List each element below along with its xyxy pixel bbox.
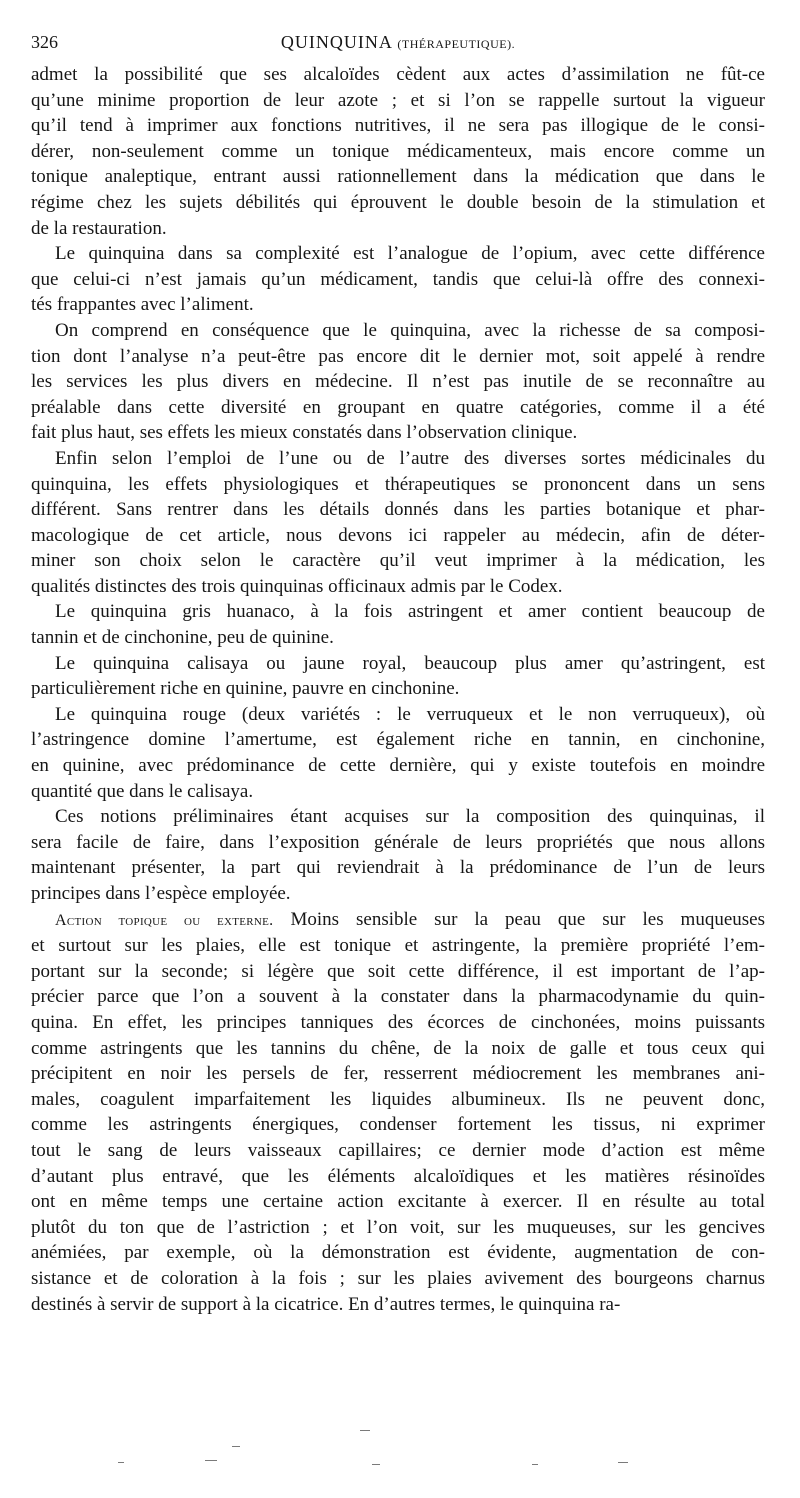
text-line: [31, 88, 765, 114]
text-line: [31, 574, 765, 600]
text-line: [31, 830, 765, 856]
line-text: différent. Sans rentrer dans les détails donnés dans les parties botanique et phar-: [31, 499, 765, 521]
book-page: [31, 30, 765, 1317]
line-text: Le quinquina rouge (deux variétés : le verruqueux et le non verruqueux), où: [55, 703, 765, 725]
text-line: [31, 318, 765, 344]
paragraph: [31, 702, 765, 804]
text-line: [31, 984, 765, 1010]
text-line: [31, 190, 765, 216]
section-lead-in: Action topique ou externe.: [55, 911, 274, 929]
text-line: [31, 472, 765, 498]
line-text: Moins sensible sur la peau que sur les muqueuses: [290, 908, 765, 930]
scan-speck: [232, 1446, 240, 1447]
text-line: [31, 1292, 765, 1318]
text-line: [31, 523, 765, 549]
text-line: [31, 1036, 765, 1062]
line-text: particulièrement riche en quinine, pauvre en cinchonine.: [31, 678, 460, 700]
line-text: et surtout sur les plaies, elle est tonique et astringente, la première propriété l’em-: [31, 935, 765, 957]
text-line: [31, 369, 765, 395]
text-line: [31, 1061, 765, 1087]
line-text: tés frappantes avec l’aliment.: [31, 294, 254, 316]
scan-speck: [205, 1460, 217, 1461]
text-line: [31, 216, 765, 242]
line-text: quinquina, les effets physiologiques et thérapeutiques se prononcent dans un sens: [31, 473, 765, 495]
line-text: que celui-ci n’est jamais qu’un médicament, tandis que celui-là offre des connexi-: [31, 268, 765, 290]
line-text: en quinine, avec prédominance de cette dernière, qui y existe toutefois en moindre: [31, 755, 765, 777]
line-text: tout le sang de leurs vaisseaux capillaires; ce dernier mode d’action est même: [31, 1139, 765, 1161]
line-text: tion dont l’analyse n’a peut-être pas encore dit le dernier mot, soit appelé à rendre: [31, 345, 765, 367]
text-line: [31, 497, 765, 523]
line-text: On comprend en conséquence que le quinquina, avec la richesse de sa composi-: [55, 319, 765, 341]
paragraph: [31, 318, 765, 446]
line-text: quantité que dans le calisaya.: [31, 780, 254, 802]
paragraph: [31, 446, 765, 600]
line-text: Le quinquina dans sa complexité est l’analogue de l’opium, avec cette différence: [55, 243, 765, 265]
text-line: [31, 1010, 765, 1036]
line-text: ont en même temps une certaine action excitante à exercer. Il en résulte au total: [31, 1191, 765, 1213]
paragraph: [31, 241, 765, 318]
line-text: Le quinquina calisaya ou jaune royal, beaucoup plus amer qu’astringent, est: [55, 652, 765, 674]
line-text: d’autant plus entravé, que les éléments alcaloïdiques et les matières résinoïdes: [31, 1165, 765, 1187]
scan-speck: [618, 1462, 628, 1463]
text-line: [31, 1189, 765, 1215]
text-line: [31, 779, 765, 805]
line-text: fait plus haut, ses effets les mieux constatés dans l’observation clinique.: [31, 422, 578, 444]
text-line: [31, 139, 765, 165]
line-text: tonique analeptique, entrant aussi rationnellement dans la médication que dans le: [31, 166, 765, 188]
line-text: miner son choix selon le caractère qu’il veut imprimer à la médication, les: [31, 550, 765, 572]
line-text: dérer, non-seulement comme un tonique médicamenteux, mais encore comme un: [31, 140, 765, 162]
line-text: sistance et de coloration à la fois ; sur les plaies avivement des bourgeons charnus: [31, 1267, 765, 1289]
text-line: [31, 727, 765, 753]
paragraph: [31, 907, 765, 1318]
line-text: macologique de cet article, nous devons ici rappeler au médecin, afin de déter-: [31, 524, 765, 546]
line-text: Le quinquina gris huanaco, à la fois astringent et amer contient beaucoup de: [55, 601, 765, 623]
line-text: quina. En effet, les principes tanniques des écorces de cinchonées, moins puissants: [31, 1011, 765, 1033]
text-line: [31, 395, 765, 421]
line-text: portant sur la seconde; si légère que soit cette différence, il est important de l’ap-: [31, 960, 765, 982]
scan-speck: [118, 1462, 124, 1463]
text-line: [31, 1215, 765, 1241]
text-line: [31, 241, 765, 267]
scan-speck: [360, 1430, 370, 1431]
scan-speck: [372, 1464, 380, 1465]
text-line: [31, 651, 765, 677]
paragraph: [31, 62, 765, 241]
line-text: Ces notions préliminaires étant acquises sur la composition des quinquinas, il: [55, 806, 765, 828]
line-text: les services les plus divers en médecine. Il n’est pas inutile de se reconnaître au: [31, 371, 765, 393]
text-line: [31, 548, 765, 574]
line-text: plutôt du ton que de l’astriction ; et l’on voit, sur les muqueuses, sur les gencives: [31, 1216, 765, 1238]
line-text: maintenant présenter, la part qui reviendrait à la prédominance de l’un de leurs: [31, 857, 765, 879]
text-line: [31, 933, 765, 959]
line-text: sera facile de faire, dans l’exposition générale de leurs propriétés que nous allons: [31, 831, 765, 853]
paragraph: [31, 599, 765, 650]
running-head-title: QUINQUINA: [280, 32, 392, 52]
line-text: préalable dans cette diversité en groupant en quatre catégories, comme il a été: [31, 396, 765, 418]
line-text: l’astringence domine l’amertume, est également riche en tannin, en cinchonine,: [31, 729, 765, 751]
text-line: [31, 164, 765, 190]
line-text: tannin et de cinchonine, peu de quinine.: [31, 627, 334, 649]
text-line: [31, 881, 765, 907]
text-line: [31, 1164, 765, 1190]
scan-specks: [0, 1418, 800, 1478]
running-head-subtitle: (THÉRAPEUTIQUE).: [397, 37, 516, 51]
text-line: [31, 1087, 765, 1113]
line-text: admet la possibilité que ses alcaloïdes cèdent aux actes d’assimilation ne fût-ce: [31, 64, 765, 85]
line-text: qualités distinctes des trois quinquinas officinaux admis par le Codex.: [31, 575, 563, 597]
text-line: [31, 113, 765, 139]
text-line: [31, 344, 765, 370]
line-text: régime chez les sujets débilités qui éprouvent le double besoin de la stimulation et: [31, 191, 765, 213]
text-line: [31, 855, 765, 881]
text-line: [31, 1266, 765, 1292]
paragraph: [31, 804, 765, 906]
text-line: [31, 1112, 765, 1138]
text-line: [31, 599, 765, 625]
text-line: [31, 676, 765, 702]
paragraph: [31, 651, 765, 702]
text-line: [31, 907, 765, 934]
text-line: [31, 804, 765, 830]
text-line: [31, 1138, 765, 1164]
line-text: comme les astringents énergiques, condenser fortement les tissus, ni exprimer: [31, 1114, 765, 1136]
text-line: [31, 753, 765, 779]
page-number: 326: [31, 32, 58, 52]
text-line: [31, 267, 765, 293]
line-text: destinés à servir de support à la cicatrice. En d’autres termes, le quinquina ra-: [31, 1293, 621, 1315]
running-head: [31, 30, 765, 56]
text-line: [31, 62, 765, 88]
page-header: [31, 30, 765, 56]
scan-speck: [532, 1464, 538, 1465]
line-text: Enfin selon l’emploi de l’une ou de l’autre des diverses sortes médicinales du: [55, 447, 765, 469]
line-text: qu’une minime proportion de leur azote ; et si l’on se rappelle surtout la vigueur: [31, 89, 765, 111]
text-line: [31, 420, 765, 446]
line-text: de la restauration.: [31, 217, 167, 239]
line-text: qu’il tend à imprimer aux fonctions nutritives, il ne sera pas illogique de le consi-: [31, 115, 765, 137]
text-line: [31, 292, 765, 318]
text-line: [31, 625, 765, 651]
text-line: [31, 959, 765, 985]
text-line: [31, 1240, 765, 1266]
line-text: précier parce que l’on a souvent à la constater dans la pharmacodynamie du quin-: [31, 986, 765, 1008]
line-text: anémiées, par exemple, où la démonstration est évidente, augmentation de con-: [31, 1242, 765, 1264]
line-text: comme astringents que les tannins du chêne, de la noix de galle et tous ceux qui: [31, 1037, 765, 1059]
body-text: [31, 62, 765, 1317]
text-line: [31, 702, 765, 728]
line-text: précipitent en noir les persels de fer, resserrent médiocrement les membranes ani-: [31, 1063, 765, 1085]
line-text: principes dans l’espèce employée.: [31, 883, 291, 904]
text-line: [31, 446, 765, 472]
line-text: males, coagulent imparfaitement les liquides albumineux. Ils ne peuvent donc,: [31, 1088, 765, 1110]
